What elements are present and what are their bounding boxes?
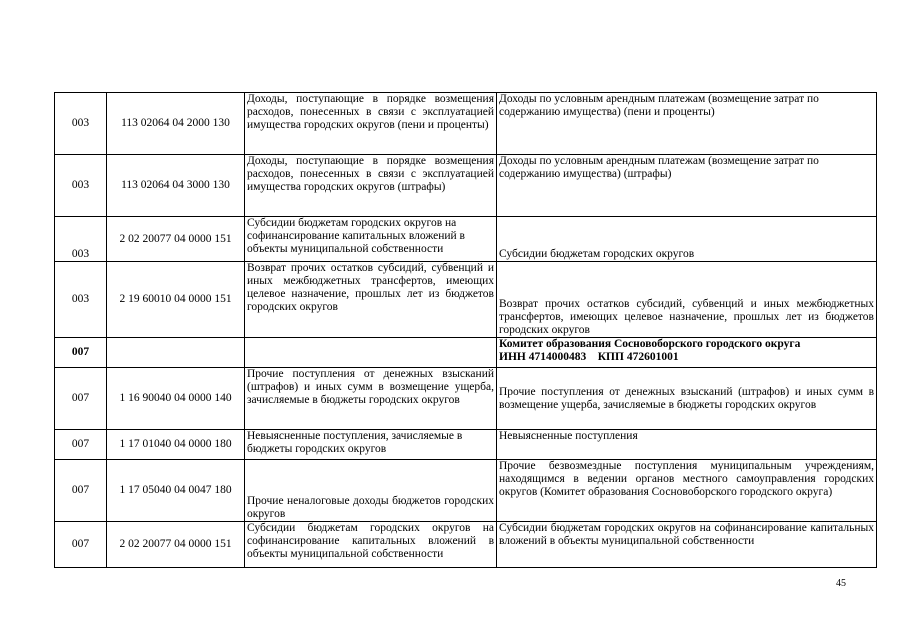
kbk-code-cell: 2 02 20077 04 0000 151 bbox=[107, 522, 245, 568]
page-number: 45 bbox=[836, 578, 846, 589]
revenue-name-cell: Возврат прочих остатков субсидий, субвенций и иных межбюджетных трансфертов, имеющих целевое назначение, прошлых лет из бюджетов городских округов bbox=[245, 262, 497, 338]
revenue-group-cell: Прочие поступления от денежных взысканий (штрафов) и иных сумм в возмещение ущерба, зачисляемые в бюджеты городских округов bbox=[497, 368, 877, 430]
table-row bbox=[55, 262, 877, 338]
committee-header-row bbox=[55, 338, 877, 368]
revenue-name-cell bbox=[245, 338, 497, 368]
admin-code-cell: 003 bbox=[55, 93, 107, 155]
kbk-code-cell bbox=[107, 338, 245, 368]
revenue-name-cell: Субсидии бюджетам городских округов на софинансирование капитальных вложений в объекты муниципальной собственности bbox=[245, 217, 497, 262]
revenue-name-cell: Субсидии бюджетам городских округов на софинансирование капитальных вложений в объекты муниципальной собственности bbox=[245, 522, 497, 568]
admin-code-cell: 003 bbox=[55, 217, 107, 262]
admin-code-cell: 007 bbox=[55, 338, 107, 368]
revenue-group-cell: Субсидии бюджетам городских округов bbox=[497, 217, 877, 262]
admin-code-cell: 003 bbox=[55, 155, 107, 217]
revenue-name-cell: Прочие поступления от денежных взысканий (штрафов) и иных сумм в возмещение ущерба, зачисляемые в бюджеты городских округов bbox=[245, 368, 497, 430]
admin-code-cell: 007 bbox=[55, 368, 107, 430]
table-row bbox=[55, 368, 877, 430]
revenue-group-cell: Возврат прочих остатков субсидий, субвенций и иных межбюджетных трансфертов, имеющих целевое назначение, прошлых лет из бюджетов городских округов bbox=[497, 262, 877, 338]
committee-name-cell bbox=[497, 338, 877, 368]
committee-name: Комитет образования Сосновоборского городского округа bbox=[499, 338, 801, 350]
revenue-group-cell: Прочие безвозмездные поступления муниципальным учреждениям, находящимся в ведении органов местного самоуправления городских округов (Комитет образования Сосновоборского городского округа) bbox=[497, 460, 877, 522]
admin-code-cell: 007 bbox=[55, 522, 107, 568]
revenue-name-cell: Прочие неналоговые доходы бюджетов городских округов bbox=[245, 460, 497, 522]
revenue-group-cell: Субсидии бюджетам городских округов на софинансирование капитальных вложений в объекты муниципальной собственности bbox=[497, 522, 877, 568]
table-row bbox=[55, 460, 877, 522]
kbk-code-cell: 1 17 05040 04 0047 180 bbox=[107, 460, 245, 522]
revenue-group-cell: Доходы по условным арендным платежам (возмещение затрат по содержанию имущества) (штрафы) bbox=[497, 155, 877, 217]
revenue-name-cell: Доходы, поступающие в порядке возмещения расходов, понесенных в связи с эксплуатацией имущества городских округов (штрафы) bbox=[245, 155, 497, 217]
table-row bbox=[55, 217, 877, 262]
table-row bbox=[55, 155, 877, 217]
kbk-code-cell: 113 02064 04 2000 130 bbox=[107, 93, 245, 155]
kbk-code-cell: 1 16 90040 04 0000 140 bbox=[107, 368, 245, 430]
kbk-code-cell: 2 02 20077 04 0000 151 bbox=[107, 217, 245, 262]
revenue-name-cell: Доходы, поступающие в порядке возмещения расходов, понесенных в связи с эксплуатацией имущества городских округов (пени и проценты) bbox=[245, 93, 497, 155]
revenue-name-cell: Невыясненные поступления, зачисляемые в бюджеты городских округов bbox=[245, 430, 497, 460]
admin-code-cell: 007 bbox=[55, 460, 107, 522]
admin-code-cell: 003 bbox=[55, 262, 107, 338]
table-row bbox=[55, 522, 877, 568]
table-row bbox=[55, 430, 877, 460]
revenue-group-cell: Невыясненные поступления bbox=[497, 430, 877, 460]
committee-tax-ids: ИНН 4714000483 КПП 472601001 bbox=[499, 351, 679, 363]
table-row bbox=[55, 93, 877, 155]
kbk-code-cell: 1 17 01040 04 0000 180 bbox=[107, 430, 245, 460]
admin-code-cell: 007 bbox=[55, 430, 107, 460]
revenue-group-cell: Доходы по условным арендным платежам (возмещение затрат по содержанию имущества) (пени и проценты) bbox=[497, 93, 877, 155]
revenue-codes-table bbox=[54, 92, 877, 568]
kbk-code-cell: 2 19 60010 04 0000 151 bbox=[107, 262, 245, 338]
kbk-code-cell: 113 02064 04 3000 130 bbox=[107, 155, 245, 217]
